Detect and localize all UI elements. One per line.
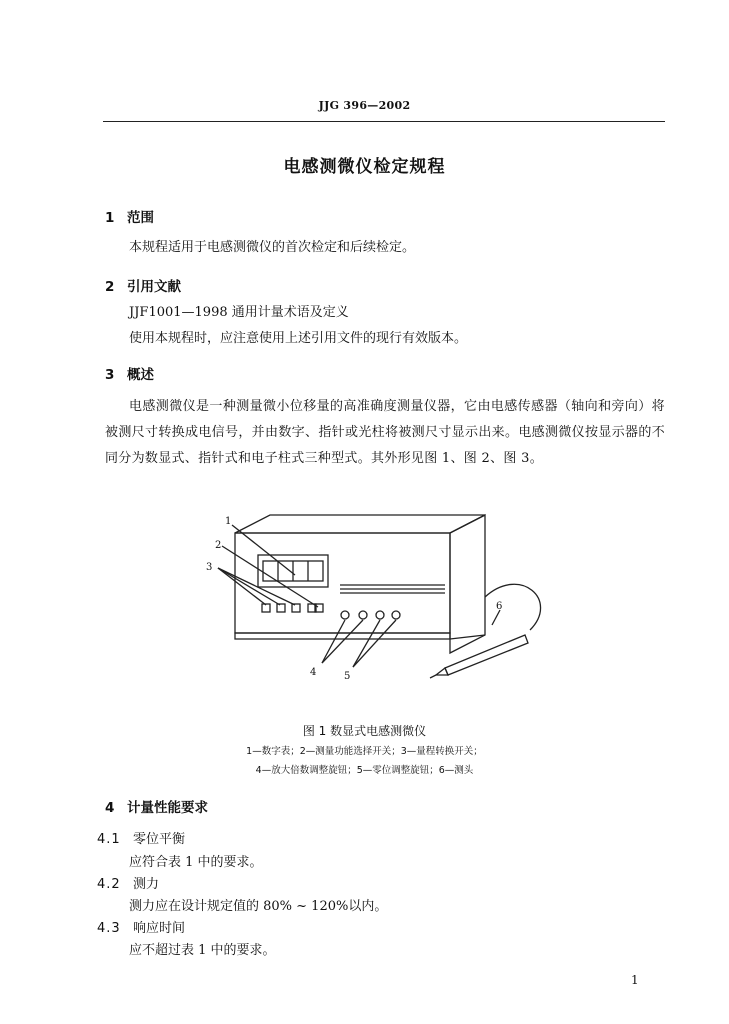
device-top-face [235, 515, 485, 533]
subsection-4-1-text: 应符合表 1 中的要求。 [129, 855, 263, 870]
subsection-title: 零位平衡 [133, 832, 186, 847]
subsection-4-1-heading [97, 828, 185, 847]
section-number: 3 [105, 367, 115, 383]
subsection-4-3-text: 应不超过表 1 中的要求。 [129, 943, 276, 958]
section-3-text: 电感测微仪是一种测量微小位移量的高准确度测量仪器，它由电感传感器（轴向和旁向）将被测尺寸转换成电信号，并由数字、指针或光柱将被测尺寸显示出来。电感测微仪按显示器的不同分为数显式、指针式和电子柱式三种型式。其外形见图 1、图 2、图 3。 [105, 399, 665, 466]
subsection-title: 测力 [133, 877, 160, 892]
device-base [235, 633, 450, 639]
callout-4: 4 [310, 667, 317, 678]
section-title: 引用文献 [127, 279, 181, 295]
subsection-number: 4.3 [97, 921, 121, 936]
section-title: 计量性能要求 [127, 800, 208, 816]
section-number: 2 [105, 279, 115, 295]
section-number: 4 [105, 800, 115, 816]
callout-6: 6 [496, 601, 503, 612]
callout-1: 1 [225, 516, 232, 527]
figure-1-drawing [200, 505, 560, 685]
page-number: 1 [631, 973, 639, 987]
callout-2: 2 [215, 540, 222, 551]
subsection-number: 4.2 [97, 877, 121, 892]
probe-body [445, 635, 528, 675]
subsection-4-2-text: 测力应在设计规定值的 80% ~ 120%以内。 [129, 899, 388, 914]
document-title: 电感测微仪检定规程 [283, 157, 446, 177]
figure-1-legend-line-1: 1—数字表；2—测量功能选择开关；3—量程转换开关； [246, 746, 483, 757]
section-2-heading [105, 275, 181, 295]
subsection-title: 响应时间 [133, 921, 186, 936]
subsection-4-3-heading [97, 917, 185, 936]
figure-1-legend-line-2: 4—放大倍数调整旋钮；5—零位调整旋钮；6—测头 [255, 765, 474, 776]
callout-3: 3 [206, 562, 213, 573]
device-side-face [450, 515, 485, 653]
section-number: 1 [105, 210, 115, 226]
reference-line-1: JJF1001—1998 通用计量术语及定义 [129, 305, 349, 320]
figure-1-caption: 图 1 数显式电感测微仪 [302, 724, 427, 738]
section-3-heading [105, 363, 154, 383]
section-title: 概述 [127, 367, 154, 383]
callout-5: 5 [344, 671, 351, 682]
section-1-heading [105, 206, 154, 226]
section-1-text: 本规程适用于电感测微仪的首次检定和后续检定。 [129, 240, 416, 255]
header-rule [103, 121, 665, 122]
section-4-heading [105, 796, 208, 816]
standard-code: JJG 396—2002 [318, 99, 411, 112]
subsection-number: 4.1 [97, 832, 121, 847]
reference-line-2: 使用本规程时，应注意使用上述引用文件的现行有效版本。 [129, 331, 468, 346]
section-title: 范围 [127, 210, 154, 226]
subsection-4-2-heading [97, 873, 159, 892]
